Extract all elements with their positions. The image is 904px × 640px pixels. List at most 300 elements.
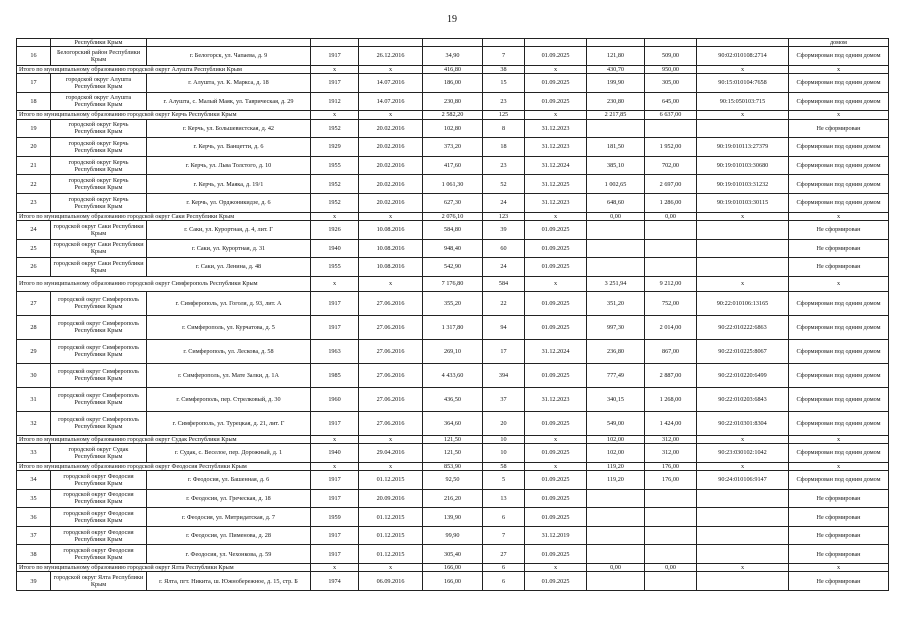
resettlement-deadline: 31.12.2023 <box>525 138 587 157</box>
living-area: 34,90 <box>423 47 483 66</box>
living-area: 186,00 <box>423 73 483 92</box>
total-residents: 584 <box>483 276 525 291</box>
row-number: 20 <box>17 138 51 157</box>
row-number: 35 <box>17 489 51 508</box>
residents-count: 7 <box>483 526 525 545</box>
land-plot-area: 752,00 <box>645 291 697 315</box>
land-plot-area: 176,00 <box>645 471 697 490</box>
cadastral-number: 90:23:030102:1042 <box>697 444 789 463</box>
address: г. Белогорск, ул. Чапаева, д. 9 <box>147 47 311 66</box>
resettlement-deadline: 31.12.2019 <box>525 526 587 545</box>
recognition-date: 10.08.2016 <box>359 258 423 277</box>
residents-count: 23 <box>483 92 525 111</box>
table-row <box>17 175 889 194</box>
row-number: 38 <box>17 545 51 564</box>
cadastral-number: 90:02:010108:2714 <box>697 47 789 66</box>
total-residents: 125 <box>483 111 525 119</box>
recognition-date: 14.07.2016 <box>359 73 423 92</box>
subtotal-label: Итого по муниципальному образованию городской округ Симферополь Республики Крым <box>17 276 311 291</box>
living-area: 364,60 <box>423 411 483 435</box>
recognition-date: 27.06.2016 <box>359 339 423 363</box>
resettlement-deadline: 01.09.2025 <box>525 545 587 564</box>
resettlement-deadline: 01.09.2025 <box>525 258 587 277</box>
total-land-area: 2 217,85 <box>587 111 645 119</box>
land-status: Сформирован под одним домом <box>789 73 889 92</box>
table-row <box>17 363 889 387</box>
municipality: Республики Крым <box>51 39 147 47</box>
row-number: 24 <box>17 220 51 239</box>
living-area: 166,00 <box>423 572 483 591</box>
living-area: 373,20 <box>423 138 483 157</box>
land-plot-area: 867,00 <box>645 339 697 363</box>
total-plot-area: 6 637,00 <box>645 111 697 119</box>
x-col-12: х <box>789 435 889 443</box>
resettlement-deadline: 31.12.2023 <box>525 387 587 411</box>
municipality: городской округ Симферополь Республики Крым <box>51 291 147 315</box>
municipality: городской округ Симферополь Республики Крым <box>51 363 147 387</box>
cadastral-number: 90:15:050103:715 <box>697 92 789 111</box>
x-col-11: х <box>697 212 789 220</box>
residents-count: 394 <box>483 363 525 387</box>
row-number <box>17 39 51 47</box>
table-row <box>17 315 889 339</box>
land-plot-area <box>645 258 697 277</box>
table-row <box>17 239 889 258</box>
municipality: городской округ Феодосия Республики Крым <box>51 508 147 527</box>
municipality: городской округ Судак Республики Крым <box>51 444 147 463</box>
x-col-5: х <box>359 65 423 73</box>
living-area: 92,50 <box>423 471 483 490</box>
municipality: городской округ Симферополь Республики Крым <box>51 315 147 339</box>
land-area <box>587 239 645 258</box>
x-col-4: х <box>311 564 359 572</box>
resettlement-deadline <box>525 39 587 47</box>
subtotal-label: Итого по муниципальному образованию городской округ Феодосия Республики Крым <box>17 462 311 470</box>
resettlement-deadline: 31.12.2023 <box>525 193 587 212</box>
resettlement-deadline: 01.09.2025 <box>525 73 587 92</box>
total-area: 416,80 <box>423 65 483 73</box>
x-col-8: х <box>525 435 587 443</box>
x-col-11: х <box>697 564 789 572</box>
recognition-date: 27.06.2016 <box>359 291 423 315</box>
year-built: 1952 <box>311 193 359 212</box>
total-area: 7 176,80 <box>423 276 483 291</box>
municipality: городской округ Керчь Республики Крым <box>51 119 147 138</box>
year-built <box>311 39 359 47</box>
land-plot-area: 2 887,00 <box>645 363 697 387</box>
row-number: 37 <box>17 526 51 545</box>
land-area <box>587 526 645 545</box>
row-number: 25 <box>17 239 51 258</box>
resettlement-deadline: 01.09.2025 <box>525 220 587 239</box>
resettlement-deadline: 01.09.2025 <box>525 572 587 591</box>
living-area: 542,90 <box>423 258 483 277</box>
land-area: 340,15 <box>587 387 645 411</box>
resettlement-deadline: 31.12.2023 <box>525 119 587 138</box>
year-built: 1952 <box>311 119 359 138</box>
living-area: 99,90 <box>423 526 483 545</box>
recognition-date: 20.02.2016 <box>359 156 423 175</box>
row-number: 32 <box>17 411 51 435</box>
living-area: 305,40 <box>423 545 483 564</box>
total-plot-area: 176,00 <box>645 462 697 470</box>
x-col-12: х <box>789 212 889 220</box>
living-area: 230,80 <box>423 92 483 111</box>
recognition-date: 20.09.2016 <box>359 489 423 508</box>
land-area: 119,20 <box>587 471 645 490</box>
cadastral-number <box>697 545 789 564</box>
x-col-5: х <box>359 276 423 291</box>
land-status: Не сформирован <box>789 489 889 508</box>
land-status: Сформирован под одним домом <box>789 471 889 490</box>
address: г. Ялта, пгт. Никита, ш. Южнобережное, д. 15, стр. Б <box>147 572 311 591</box>
year-built: 1940 <box>311 239 359 258</box>
cadastral-number: 90:22:010222:6863 <box>697 315 789 339</box>
cadastral-number <box>697 258 789 277</box>
land-plot-area: 1 268,00 <box>645 387 697 411</box>
living-area: 216,20 <box>423 489 483 508</box>
x-col-5: х <box>359 462 423 470</box>
table-row <box>17 387 889 411</box>
address: г. Алушта, ул. К. Маркса, д. 18 <box>147 73 311 92</box>
cadastral-number <box>697 239 789 258</box>
row-number: 36 <box>17 508 51 527</box>
residents-count: 6 <box>483 508 525 527</box>
table-row <box>17 220 889 239</box>
land-plot-area <box>645 508 697 527</box>
land-area: 102,00 <box>587 444 645 463</box>
land-plot-area <box>645 220 697 239</box>
land-plot-area: 1 952,00 <box>645 138 697 157</box>
row-number: 21 <box>17 156 51 175</box>
subtotal-label: Итого по муниципальному образованию городской округ Алушта Республики Крым <box>17 65 311 73</box>
row-number: 30 <box>17 363 51 387</box>
recognition-date: 10.08.2016 <box>359 239 423 258</box>
municipality: городской округ Симферополь Республики Крым <box>51 387 147 411</box>
living-area: 584,80 <box>423 220 483 239</box>
total-plot-area: 950,00 <box>645 65 697 73</box>
residents-count: 6 <box>483 572 525 591</box>
address: г. Керчь, ул. Орджоникидзе, д. 6 <box>147 193 311 212</box>
row-number: 28 <box>17 315 51 339</box>
year-built: 1963 <box>311 339 359 363</box>
residents-count: 39 <box>483 220 525 239</box>
recognition-date <box>359 39 423 47</box>
year-built: 1929 <box>311 138 359 157</box>
total-land-area: 119,20 <box>587 462 645 470</box>
resettlement-deadline: 01.09.2025 <box>525 239 587 258</box>
municipality: городской округ Феодосия Республики Крым <box>51 489 147 508</box>
year-built: 1960 <box>311 387 359 411</box>
row-number: 29 <box>17 339 51 363</box>
total-land-area: 0,00 <box>587 212 645 220</box>
resettlement-deadline: 01.09.2025 <box>525 315 587 339</box>
residents-count: 15 <box>483 73 525 92</box>
living-area: 139,90 <box>423 508 483 527</box>
table-row <box>17 138 889 157</box>
table-row <box>17 508 889 527</box>
land-status: домом <box>789 39 889 47</box>
municipality: Белогорский район Республики Крым <box>51 47 147 66</box>
subtotal-row <box>17 462 889 470</box>
municipality: городской округ Керчь Республики Крым <box>51 193 147 212</box>
land-plot-area <box>645 572 697 591</box>
recognition-date: 01.12.2015 <box>359 526 423 545</box>
subtotal-row <box>17 111 889 119</box>
address: г. Феодосия, ул. Башенная, д. 6 <box>147 471 311 490</box>
land-status: Не сформирован <box>789 239 889 258</box>
x-col-11: х <box>697 65 789 73</box>
cadastral-number <box>697 119 789 138</box>
municipality: городской округ Симферополь Республики Крым <box>51 411 147 435</box>
row-number: 18 <box>17 92 51 111</box>
residents-count: 8 <box>483 119 525 138</box>
resettlement-deadline: 01.09.2025 <box>525 508 587 527</box>
recognition-date: 01.12.2015 <box>359 508 423 527</box>
address: г. Керчь, ул. Большевистская, д. 42 <box>147 119 311 138</box>
table-row <box>17 471 889 490</box>
address: г. Саки, ул. Курортная, д. 4, лит. Г <box>147 220 311 239</box>
land-area: 199,90 <box>587 73 645 92</box>
living-area: 1 061,30 <box>423 175 483 194</box>
land-plot-area: 1 424,00 <box>645 411 697 435</box>
land-status: Не сформирован <box>789 508 889 527</box>
row-number: 34 <box>17 471 51 490</box>
cadastral-number: 90:24:010106:9147 <box>697 471 789 490</box>
municipality: городской округ Феодосия Республики Крым <box>51 526 147 545</box>
cadastral-number <box>697 489 789 508</box>
subtotal-label: Итого по муниципальному образованию городской округ Судак Республики Крым <box>17 435 311 443</box>
land-status: Сформирован под одним домом <box>789 175 889 194</box>
residents-count: 60 <box>483 239 525 258</box>
subtotal-label: Итого по муниципальному образованию городской округ Керчь Республики Крым <box>17 111 311 119</box>
land-status: Сформирован под одним домом <box>789 411 889 435</box>
x-col-12: х <box>789 462 889 470</box>
address: г. Керчь, ул. Маяка, д. 19/1 <box>147 175 311 194</box>
x-col-8: х <box>525 564 587 572</box>
table-row <box>17 193 889 212</box>
table-row <box>17 444 889 463</box>
land-status: Сформирован под одним домом <box>789 138 889 157</box>
table-row <box>17 92 889 111</box>
residents-count: 13 <box>483 489 525 508</box>
total-area: 166,00 <box>423 564 483 572</box>
residents-count: 10 <box>483 444 525 463</box>
address: г. Симферополь, ул. Курчатова, д. 5 <box>147 315 311 339</box>
land-area: 549,00 <box>587 411 645 435</box>
year-built: 1917 <box>311 545 359 564</box>
cadastral-number: 90:19:010113:27379 <box>697 138 789 157</box>
total-area: 853,90 <box>423 462 483 470</box>
land-status: Сформирован под одним домом <box>789 363 889 387</box>
row-number: 17 <box>17 73 51 92</box>
land-status: Сформирован под одним домом <box>789 291 889 315</box>
land-status: Сформирован под одним домом <box>789 47 889 66</box>
total-land-area: 0,00 <box>587 564 645 572</box>
address: г. Саки, ул. Курортная, д. 31 <box>147 239 311 258</box>
residents-count: 20 <box>483 411 525 435</box>
land-area <box>587 545 645 564</box>
municipality: городской округ Керчь Республики Крым <box>51 175 147 194</box>
x-col-5: х <box>359 111 423 119</box>
municipality: городской округ Симферополь Республики Крым <box>51 339 147 363</box>
residents-count: 17 <box>483 339 525 363</box>
year-built: 1917 <box>311 73 359 92</box>
resettlement-deadline: 01.09.2025 <box>525 489 587 508</box>
address: г. Феодосия, ул. Митридатская, д. 7 <box>147 508 311 527</box>
year-built: 1940 <box>311 444 359 463</box>
land-area <box>587 572 645 591</box>
living-area: 355,20 <box>423 291 483 315</box>
address: г. Алушта, с. Малый Маяк, ул. Таврическая, д. 29 <box>147 92 311 111</box>
land-plot-area: 312,00 <box>645 444 697 463</box>
address: г. Симферополь, пер. Стрелковый, д. 30 <box>147 387 311 411</box>
cadastral-number <box>697 220 789 239</box>
municipality: городской округ Саки Республики Крым <box>51 258 147 277</box>
address: г. Симферополь, ул. Турецкая, д. 21, лит. Г <box>147 411 311 435</box>
cadastral-number: 90:22:010301:8304 <box>697 411 789 435</box>
living-area: 269,10 <box>423 339 483 363</box>
total-plot-area: 312,00 <box>645 435 697 443</box>
resettlement-deadline: 31.12.2024 <box>525 339 587 363</box>
recognition-date: 27.06.2016 <box>359 363 423 387</box>
address: г. Симферополь, ул. Лескова, д. 58 <box>147 339 311 363</box>
residents-count: 24 <box>483 193 525 212</box>
recognition-date: 01.12.2015 <box>359 545 423 564</box>
land-area: 230,80 <box>587 92 645 111</box>
total-area: 121,50 <box>423 435 483 443</box>
residents-count: 52 <box>483 175 525 194</box>
total-residents: 6 <box>483 564 525 572</box>
address: г. Феодосия, ул. Греческая, д. 18 <box>147 489 311 508</box>
residents-count: 5 <box>483 471 525 490</box>
row-number: 16 <box>17 47 51 66</box>
residents-count: 23 <box>483 156 525 175</box>
land-status: Не сформирован <box>789 119 889 138</box>
land-status: Сформирован под одним домом <box>789 315 889 339</box>
land-plot-area: 702,00 <box>645 156 697 175</box>
x-col-8: х <box>525 462 587 470</box>
total-area: 2 076,10 <box>423 212 483 220</box>
land-area: 351,20 <box>587 291 645 315</box>
resettlement-deadline: 01.09.2025 <box>525 291 587 315</box>
living-area: 4 433,60 <box>423 363 483 387</box>
row-number: 22 <box>17 175 51 194</box>
year-built: 1917 <box>311 489 359 508</box>
land-plot-area: 2 697,00 <box>645 175 697 194</box>
year-built: 1955 <box>311 156 359 175</box>
municipality: городской округ Алушта Республики Крым <box>51 92 147 111</box>
land-status: Сформирован под одним домом <box>789 387 889 411</box>
x-col-4: х <box>311 435 359 443</box>
land-area <box>587 508 645 527</box>
cadastral-number: 90:22:010106:13165 <box>697 291 789 315</box>
land-area: 121,80 <box>587 47 645 66</box>
total-land-area: 3 251,94 <box>587 276 645 291</box>
cadastral-number: 90:19:010103:31232 <box>697 175 789 194</box>
land-status: Не сформирован <box>789 545 889 564</box>
land-area <box>587 258 645 277</box>
land-status: Сформирован под одним домом <box>789 339 889 363</box>
total-residents: 38 <box>483 65 525 73</box>
recognition-date: 20.02.2016 <box>359 138 423 157</box>
x-col-8: х <box>525 276 587 291</box>
row-number: 19 <box>17 119 51 138</box>
residents-count: 18 <box>483 138 525 157</box>
cadastral-number: 90:22:010225:8067 <box>697 339 789 363</box>
land-plot-area <box>645 489 697 508</box>
x-col-11: х <box>697 111 789 119</box>
total-residents: 123 <box>483 212 525 220</box>
year-built: 1985 <box>311 363 359 387</box>
cadastral-number: 90:19:010103:30115 <box>697 193 789 212</box>
table-row <box>17 545 889 564</box>
recognition-date: 29.04.2016 <box>359 444 423 463</box>
land-area: 777,49 <box>587 363 645 387</box>
total-plot-area: 0,00 <box>645 564 697 572</box>
residents-count: 27 <box>483 545 525 564</box>
subtotal-label: Итого по муниципальному образованию городской округ Ялта Республики Крым <box>17 564 311 572</box>
residents-count <box>483 39 525 47</box>
municipality: городской округ Феодосия Республики Крым <box>51 545 147 564</box>
land-plot-area <box>645 119 697 138</box>
living-area: 1 317,80 <box>423 315 483 339</box>
land-status: Не сформирован <box>789 220 889 239</box>
table-row <box>17 489 889 508</box>
year-built: 1926 <box>311 220 359 239</box>
year-built: 1917 <box>311 471 359 490</box>
row-number: 23 <box>17 193 51 212</box>
land-status: Сформирован под одним домом <box>789 92 889 111</box>
residents-count: 94 <box>483 315 525 339</box>
living-area <box>423 39 483 47</box>
cadastral-number <box>697 526 789 545</box>
x-col-5: х <box>359 435 423 443</box>
living-area: 102,80 <box>423 119 483 138</box>
address: г. Судак, с. Веселое, пер. Дорожный, д. 1 <box>147 444 311 463</box>
municipality: городской округ Ялта Республики Крым <box>51 572 147 591</box>
total-plot-area: 9 212,00 <box>645 276 697 291</box>
living-area: 948,40 <box>423 239 483 258</box>
total-land-area: 102,00 <box>587 435 645 443</box>
x-col-4: х <box>311 276 359 291</box>
resettlement-deadline: 01.09.2025 <box>525 444 587 463</box>
recognition-date: 27.06.2016 <box>359 315 423 339</box>
land-plot-area: 645,00 <box>645 92 697 111</box>
land-area <box>587 489 645 508</box>
table-row <box>17 119 889 138</box>
land-area: 181,50 <box>587 138 645 157</box>
resettlement-deadline: 31.12.2024 <box>525 156 587 175</box>
municipality: городской округ Алушта Республики Крым <box>51 73 147 92</box>
address: г. Феодосия, ул. Чехонкова, д. 59 <box>147 545 311 564</box>
cadastral-number: 90:15:010104:7658 <box>697 73 789 92</box>
row-number: 26 <box>17 258 51 277</box>
x-col-12: х <box>789 65 889 73</box>
table-row-continuation <box>17 39 889 47</box>
address: г. Симферополь, ул. Гоголя, д. 93, лит. А <box>147 291 311 315</box>
recognition-date: 20.02.2016 <box>359 175 423 194</box>
table-row <box>17 339 889 363</box>
resettlement-deadline: 01.09.2025 <box>525 92 587 111</box>
municipality: городской округ Саки Республики Крым <box>51 239 147 258</box>
residents-count: 37 <box>483 387 525 411</box>
cadastral-number <box>697 39 789 47</box>
cadastral-number: 90:22:010203:6843 <box>697 387 789 411</box>
address: г. Симферополь, ул. Мате Залки, д. 1А <box>147 363 311 387</box>
table-row <box>17 291 889 315</box>
x-col-8: х <box>525 111 587 119</box>
